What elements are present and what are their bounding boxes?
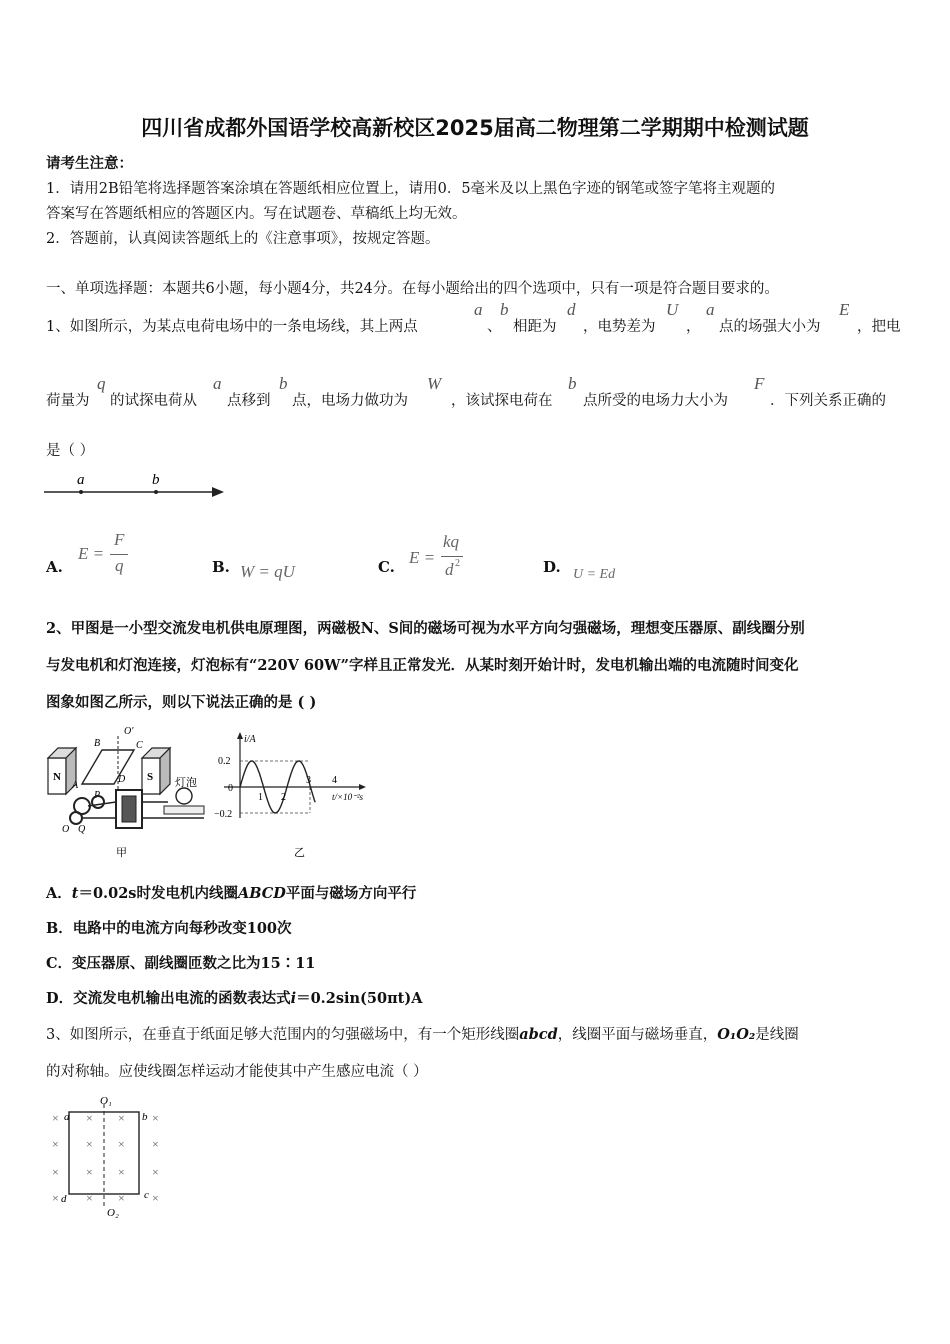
- q1-option-A-formula: [78, 530, 138, 584]
- q2-optA-mid: ＝0.02s时发电机内线圈: [78, 885, 238, 902]
- field-cross: ×: [52, 1111, 59, 1125]
- q3-l1-axis: O₁O₂: [717, 1026, 756, 1043]
- field-cross: ×: [118, 1137, 125, 1151]
- q2-figure-jia: [44, 722, 220, 862]
- x-tick-1: 1: [258, 792, 263, 803]
- q2-optD-pre: D．交流发电机输出电流的函数表达式: [46, 990, 291, 1007]
- x-tick-2: 2: [281, 792, 286, 803]
- field-cross: ×: [86, 1191, 93, 1205]
- q1-var-a3: a: [213, 374, 222, 393]
- q1-var-b3: b: [568, 374, 577, 393]
- q1-option-D-formula: U = Ed: [573, 567, 616, 582]
- fC-lhs: E =: [409, 548, 436, 567]
- origin-label: 0: [228, 783, 233, 794]
- section-heading: 一、单项选择题：本题共6小题，每小题4分，共24分。在每小题给出的四个选项中，只有一项是符合题目要求的。: [46, 281, 779, 297]
- fC-num: kq: [443, 532, 460, 551]
- y-tick-neg: −0.2: [214, 809, 233, 820]
- label-C: C: [136, 740, 143, 751]
- label-B: B: [94, 738, 101, 749]
- q3-l1-pre: 3、如图所示，在垂直于纸面足够大范围内的匀强磁场中，有一个矩形线圈: [46, 1027, 520, 1043]
- label-A: A: [72, 780, 79, 791]
- field-cross: ×: [118, 1111, 125, 1125]
- point-a: [79, 490, 83, 494]
- label-S: S: [147, 771, 154, 783]
- q2-line-1: 2、甲图是一小型交流发电机供电原理图，两磁极N、S间的磁场可视为水平方向匀强磁场，理想变压器原、副线圈分别: [46, 620, 805, 637]
- q1-option-C-label: C.: [378, 558, 395, 576]
- label-b: b: [142, 1111, 148, 1123]
- label-O: O: [62, 824, 70, 835]
- x-tick-3: 3: [306, 775, 311, 786]
- q2-optD-post: ＝0.2sin(50πt)A: [296, 990, 423, 1007]
- q2-optD-i: i: [290, 990, 297, 1007]
- q1-var-U: U: [666, 300, 679, 319]
- fA-den: q: [115, 556, 124, 575]
- q1-text-10: ，该试探电荷在: [451, 393, 553, 409]
- q1-option-B-formula: W = qU: [240, 562, 295, 581]
- fA-num: F: [114, 530, 125, 549]
- field-cross: ×: [52, 1165, 59, 1179]
- field-cross: ×: [86, 1137, 93, 1151]
- page-title: 四川省成都外国语学校高新校区2025届高二物理第二学期期中检测试题: [141, 116, 809, 140]
- coil-ABCD: [82, 750, 134, 784]
- q1-option-A-label: A.: [46, 558, 63, 576]
- label-N: N: [53, 771, 61, 783]
- label-jia: 甲: [116, 847, 127, 859]
- q2-optA-post: 平面与磁场方向平行: [285, 885, 417, 902]
- field-cross: ×: [118, 1165, 125, 1179]
- q2-optA-pre: A．: [46, 885, 72, 902]
- slip-ring-2: [70, 812, 82, 824]
- q2-optA-abcd: ABCD: [237, 885, 286, 902]
- point-b: [154, 490, 158, 494]
- q1-var-q: q: [97, 374, 106, 393]
- magnetic-field-crosses: [52, 1111, 159, 1205]
- label-D: D: [118, 774, 126, 785]
- field-line-arrow: [212, 487, 224, 497]
- label-lamp: 灯泡: [175, 777, 197, 789]
- label-yi: 乙: [294, 847, 305, 859]
- q1-text-8: 点移到: [227, 393, 271, 409]
- label-O1: O₁: [100, 1095, 112, 1107]
- q1-var-F: F: [754, 374, 765, 393]
- q1-text-6: 荷量为: [46, 393, 90, 409]
- q2-line-2: 与发电机和灯泡连接，灯泡标有“220V 60W”字样且正常发光．从某时刻开始计时，发电机输出端的电流随时间变化: [46, 657, 799, 674]
- label-Op: O′: [124, 726, 134, 737]
- y-label: i/A: [244, 734, 256, 745]
- field-cross: ×: [52, 1191, 59, 1205]
- y-tick-pos: 0.2: [218, 756, 231, 767]
- field-cross: ×: [152, 1191, 159, 1205]
- q1-option-C-formula: E = kq d 2: [409, 536, 479, 586]
- q1-text-13: 是（ ）: [46, 443, 95, 459]
- label-a: a: [64, 1111, 70, 1123]
- q1-text-1: 1、如图所示，为某点电荷电场中的一条电场线，其上两点: [46, 319, 418, 335]
- fA-lhs: E =: [78, 544, 105, 563]
- q3-line-1: [46, 1023, 799, 1044]
- q1-sep-1: 、: [487, 319, 502, 335]
- q2-option-D: [46, 987, 423, 1008]
- label-b: b: [152, 472, 160, 488]
- label-Q: Q: [78, 824, 86, 835]
- q1-text-2: 相距为: [513, 319, 557, 335]
- q1-text-3: ，电势差为: [583, 319, 656, 335]
- notice-item-2: 2．答题前，认真阅读答题纸上的《注意事项》，按规定答题。: [46, 231, 440, 247]
- q1-text-12: ．下列关系正确的: [770, 393, 886, 409]
- q3-l1-post: 是线圈: [755, 1027, 799, 1043]
- q2-optA-t: t: [71, 885, 79, 902]
- q1-var-a2: a: [706, 300, 715, 319]
- lamp-base: [164, 806, 204, 814]
- field-cross: ×: [152, 1137, 159, 1151]
- q3-coil-figure: [44, 1092, 174, 1220]
- q3-l1-mid: ，线圈平面与磁场垂直，: [557, 1027, 718, 1043]
- q1-option-D-label: D.: [543, 558, 561, 576]
- q1-var-d: d: [567, 300, 576, 319]
- label-a: a: [77, 472, 85, 488]
- q1-var-b: b: [500, 300, 509, 319]
- q1-text-7: 的试探电荷从: [110, 393, 197, 409]
- notice-item-1b: 答案写在答题纸相应的答题区内。写在试题卷、草稿纸上均无效。: [46, 206, 467, 222]
- q1-sep-2: ，: [686, 319, 701, 335]
- x-tick-4: 4: [332, 775, 337, 786]
- q1-field-line-figure: [44, 468, 226, 502]
- q2-option-B: B．电路中的电流方向每秒改变100次: [46, 920, 292, 937]
- field-cross: ×: [152, 1165, 159, 1179]
- label-P: P: [94, 790, 101, 801]
- q3-line-2: 的对称轴。应使线圈怎样运动才能使其中产生感应电流（ ）: [46, 1064, 428, 1080]
- q2-line-3: 图象如图乙所示，则以下说法正确的是 ( ): [46, 694, 317, 711]
- label-d: d: [61, 1193, 67, 1205]
- q1-var-E: E: [839, 300, 850, 319]
- q1-text-5: ，把电: [857, 319, 901, 335]
- notice-item-1a: 1．请用2B铅笔将选择题答案涂填在答题纸相应位置上，请用0．5毫米及以上黑色字迹的钢笔或签字笔将主观题的: [46, 181, 776, 197]
- q2-option-A: [46, 882, 416, 903]
- fC-den: d: [445, 560, 454, 579]
- lamp-bulb: [176, 788, 192, 804]
- q2-option-C: C．变压器原、副线圈匝数之比为15∶11: [46, 955, 316, 972]
- label-O2: O₂: [107, 1207, 119, 1219]
- q2-figure-yi-graph: [214, 730, 386, 862]
- x-label: t/×10⁻²s: [332, 792, 364, 802]
- field-cross: ×: [152, 1111, 159, 1125]
- q1-var-W: W: [427, 374, 442, 393]
- field-cross: ×: [86, 1111, 93, 1125]
- q1-text-4: 点的场强大小为: [719, 319, 821, 335]
- q1-var-a: a: [474, 300, 483, 319]
- notice-heading: 请考生注意：: [46, 155, 133, 172]
- label-c: c: [144, 1189, 149, 1201]
- field-cross: ×: [86, 1165, 93, 1179]
- q1-text-11: 点所受的电场力大小为: [583, 393, 728, 409]
- q1-var-b2: b: [279, 374, 288, 393]
- q1-text-9: 点，电场力做功为: [292, 393, 408, 409]
- field-cross: ×: [52, 1137, 59, 1151]
- field-cross: ×: [118, 1191, 125, 1205]
- q1-option-B-label: B.: [212, 558, 230, 576]
- q3-l1-abcd: abcd: [519, 1026, 558, 1043]
